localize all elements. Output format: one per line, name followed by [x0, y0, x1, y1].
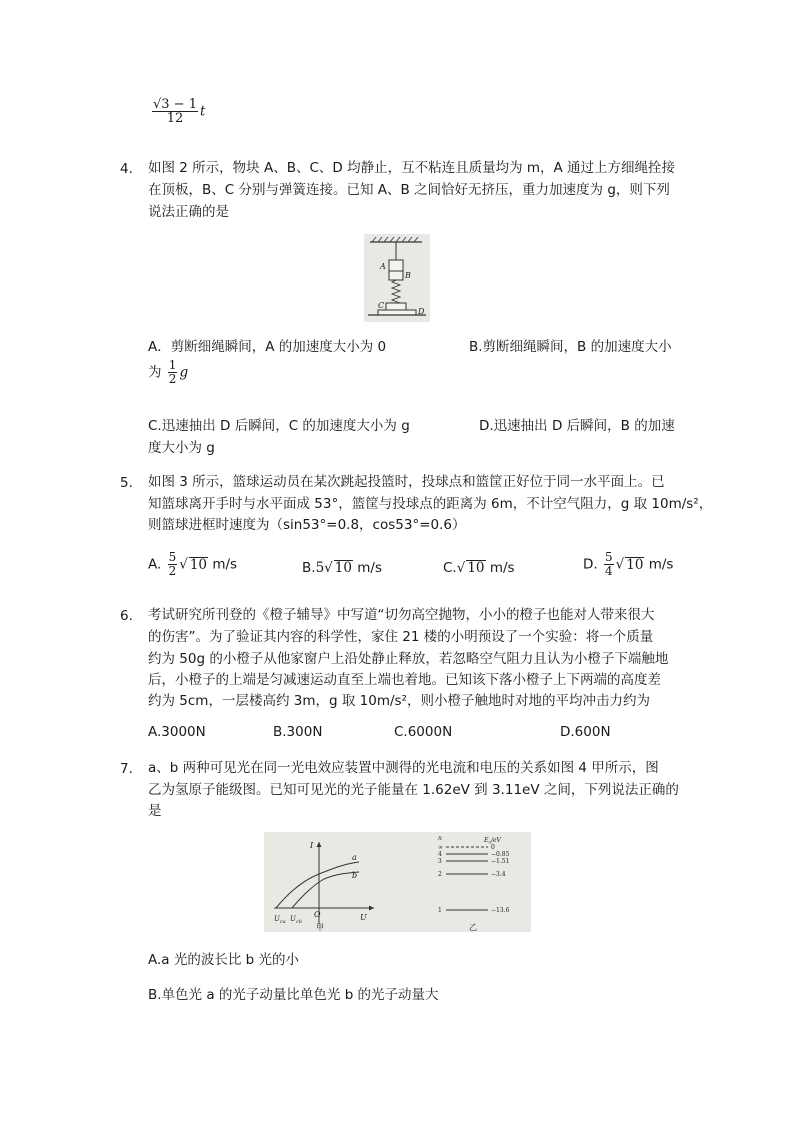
q5-option-d-fraction: [604, 551, 614, 578]
q7-levels-n-header: n: [438, 835, 442, 842]
q5-option-b-coefficient: 5: [315, 560, 325, 576]
q5-option-c-prefix: C.: [443, 560, 457, 576]
q4-text-line-2: 在顶板，B、C 分别与弹簧连接。已知 A、B 之间恰好无挤压，重力加速度为 g，则下列: [148, 182, 670, 198]
q5-option-c-unit: m/s: [489, 560, 515, 576]
q4-option-b-continued: [148, 359, 188, 386]
q7-curve-a-label: a: [352, 853, 357, 862]
top-formula: [150, 98, 205, 125]
q5-option-b: [302, 560, 382, 576]
q5-option-d-den: 4: [604, 564, 613, 578]
q7-level-e-4: −13.6: [491, 907, 510, 914]
q6-option-d: D.600N: [560, 724, 611, 740]
q4-option-a: A．剪断细绳瞬间，A 的加速度大小为 0: [148, 339, 387, 355]
q4-label-d: D: [418, 307, 425, 316]
q6-number: 6.: [120, 608, 133, 624]
top-fraction-numerator: √3 − 1: [153, 97, 197, 112]
q6-option-b: B.300N: [273, 724, 323, 740]
q7-level-e-0: 0: [491, 844, 495, 851]
q7-origin-label: O: [314, 910, 321, 919]
q5-option-c-root-sign: √: [456, 560, 466, 576]
q6-text-line-4: 后，小橙子的上端是匀减速运动直至上端也着地。已知该下落小橙子上下两端的高度差: [148, 672, 661, 688]
q7-level-e-2: −1.51: [491, 858, 510, 865]
q4-option-b: B.剪断细绳瞬间，B 的加速度大小: [469, 339, 672, 355]
top-fraction-denominator: 12: [166, 111, 184, 126]
q5-option-a-num: 5: [168, 550, 177, 564]
q7-figure: [264, 832, 531, 932]
q7-uca-label: $U_{ca}$: [274, 915, 286, 925]
q5-option-d: [583, 551, 673, 578]
q6-text-line-5: 约为 5cm，一层楼高约 3m，g 取 10m/s²，则小橙子触地时对地的平均冲击力约为: [148, 693, 650, 709]
q7-level-n-2: 3: [438, 858, 442, 865]
q5-option-b-unit: m/s: [357, 560, 382, 576]
q7-axis-u-label: U: [360, 913, 367, 922]
q6-option-a: A.3000N: [148, 724, 206, 740]
q7-level-n-3: 2: [438, 871, 442, 878]
q5-option-d-root-sign: √: [615, 556, 625, 573]
q5-option-a-fraction: [168, 551, 178, 578]
q5-text-line-3: 则篮球进框时速度为（sin53°=0.8，cos53°=0.6）: [148, 517, 466, 533]
top-fraction: [152, 98, 198, 125]
q4-number: 4.: [120, 161, 133, 177]
q4-option-d: D.迅速抽出 D 后瞬间，B 的加速: [479, 418, 675, 434]
q7-text-line-3: 是: [148, 803, 162, 819]
q7-ucb-label: $U_{cb}$: [290, 915, 302, 925]
q5-option-a-radicand: 10: [189, 557, 208, 573]
q5-option-a: [148, 551, 237, 578]
q7-level-n-1: 4: [438, 851, 442, 858]
q4-option-b-fraction: [168, 359, 178, 386]
q7-text-line-1: a、b 两种可见光在同一光电效应装置中测得的光电流和电压的关系如图 4 甲所示，图: [148, 760, 659, 776]
q5-option-c-radicand: 10: [467, 560, 485, 576]
q7-level-e-3: −3.4: [491, 871, 506, 878]
q4-figure-spring-blocks: [364, 234, 430, 322]
q7-energy-levels: [438, 844, 510, 914]
q5-text-line-2: 知篮球离开手时与水平面成 53°，篮筐与投球点的距离为 6m，不计空气阻力，g 取 10m/s²，: [148, 496, 713, 512]
q5-number: 5.: [120, 475, 133, 491]
q4-option-b-fraction-num: 1: [168, 358, 177, 372]
q6-text-line-2: 的伤害”。为了验证其内容的科学性，家住 21 楼的小明预设了一个实验：将一个质量: [148, 629, 654, 645]
q4-option-b-g: g: [179, 364, 189, 381]
q5-option-a-prefix: A.: [148, 556, 162, 573]
q5-option-b-prefix: B.: [302, 560, 316, 576]
q7-option-b: B.单色光 a 的光子动量比单色光 b 的光子动量大: [148, 987, 439, 1003]
q5-option-a-den: 2: [168, 564, 177, 578]
q7-curve-b-label: b: [352, 871, 358, 880]
q7-levels-e-header: $E_n/eV$: [484, 837, 501, 845]
q7-text-line-2: 乙为氢原子能级图。已知可见光的光子能量在 1.62eV 到 3.11eV 之间，下列说法正确的: [148, 782, 679, 798]
q6-text-line-1: 考试研究所刊登的《橙子辅导》中写道“切勿高空抛物，小小的橙子也能对人带来很大: [148, 607, 655, 623]
q7-level-e-1: −0.85: [491, 851, 510, 858]
q4-figure-svg: [364, 234, 430, 322]
q7-level-n-4: 1: [438, 907, 442, 914]
q6-text-line-3: 约为 50g 的小橙子从他家窗户上沿处静止释放，若忽略空气阻力且认为小橙子下端触地: [148, 651, 669, 667]
q4-option-c: C.迅速抽出 D 后瞬间，C 的加速度大小为 g: [148, 418, 410, 434]
q4-text-line-1: 如图 2 所示，物块 A、B、C、D 均静止，互不粘连且质量均为 m，A 通过上方细绳拴接: [148, 160, 676, 176]
q4-label-b: B: [405, 271, 411, 280]
q5-option-a-unit: m/s: [212, 556, 238, 573]
q4-label-a: A: [380, 262, 386, 271]
q5-option-d-prefix: D.: [583, 556, 598, 573]
q7-axis-i-label: I: [310, 841, 314, 850]
q5-option-d-unit: m/s: [648, 556, 674, 573]
q7-right-caption: 乙: [469, 923, 477, 932]
q4-option-d-continued: 度大小为 g: [148, 440, 215, 456]
q4-text-line-3: 说法正确的是: [148, 204, 229, 220]
q5-option-c: [443, 560, 515, 576]
q5-text-line-1: 如图 3 所示，篮球运动员在某次跳起投篮时，投球点和篮筐正好位于同一水平面上。已: [148, 474, 665, 490]
q7-level-n-0: ∞: [438, 844, 443, 851]
q5-option-d-radicand: 10: [626, 557, 644, 573]
q4-option-b-fraction-den: 2: [168, 372, 177, 386]
top-formula-variable: t: [199, 103, 206, 120]
q4-option-b-for: 为: [148, 364, 162, 381]
q5-option-b-root-sign: √: [324, 560, 333, 576]
q7-left-caption: 甲: [316, 923, 324, 932]
q6-option-c: C.6000N: [394, 724, 453, 740]
q5-option-d-num: 5: [604, 550, 613, 564]
q7-number: 7.: [120, 761, 133, 777]
q5-option-a-root-sign: √: [179, 556, 188, 573]
q7-option-a: A.a 光的波长比 b 光的小: [148, 952, 300, 968]
q5-option-b-radicand: 10: [334, 560, 352, 576]
q4-label-c: C: [378, 301, 385, 310]
q7-figure-svg: [264, 832, 531, 932]
